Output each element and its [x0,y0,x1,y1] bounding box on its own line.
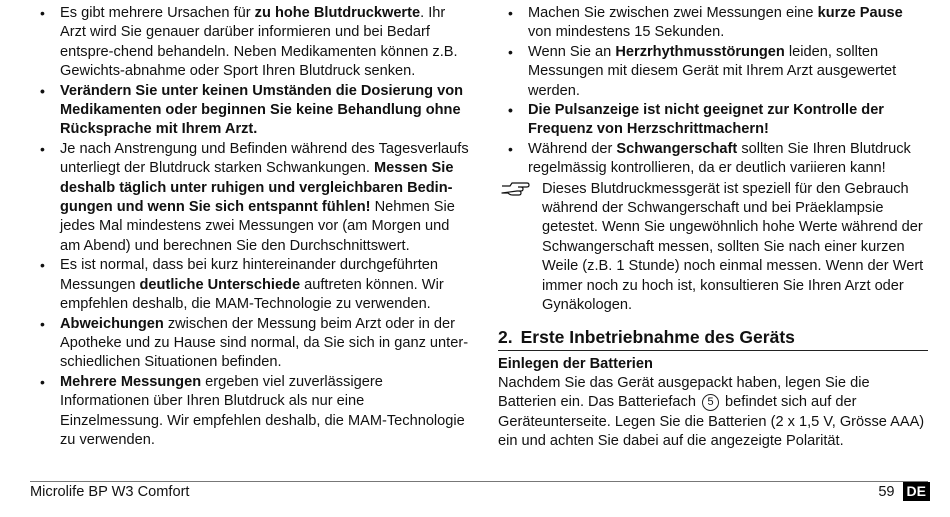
left-column [30,4,470,450]
list-item [498,4,928,43]
item-text: von mindestens 15 Sekunden. [528,24,725,41]
list-item [498,140,928,179]
item-emphasis: kurze Pause [817,5,903,21]
item-text: Machen Sie zwischen zwei Messungen eine [528,5,818,21]
item-text: Je nach Anstrengung und Befinden während des Tagesverlaufs unterliegt der Blutdruck starken Schwankungen. [60,140,469,177]
item-text: Es ist normal, dass bei kurz hintereinander durchgeführten Messungen [60,257,439,293]
item-emphasis: Messen Sie deshalb täglich unter ruhigen und vergleichbaren Bedin-gungen und wenn Sie sich entspannt fühlen! [60,160,454,216]
item-emphasis: Mehrere Messungen [60,373,202,390]
list-item [498,101,928,140]
footer-divider [30,481,928,482]
item-text: Wenn Sie an [528,43,616,60]
item-text: ergeben viel zuverlässigere Informationen über Ihren Blutdruck als nur eine Einzelmessung. Wir empfehlen deshalb, die MAM-Technologie zu verwenden. [60,373,465,448]
pointing-hand-icon [500,179,530,199]
left-bullet-list [30,4,470,450]
battery-paragraph [498,374,928,452]
pregnancy-note [498,180,928,316]
list-item [30,82,470,140]
item-text: zwischen der Messung beim Arzt oder in der Apotheke und zu Hause sind normal, da Sie sich in ganz unter-schiedlichen Situationen befinden. [60,315,469,371]
right-bullet-list [498,4,928,179]
item-emphasis: zu hohe Blutdruckwerte [254,5,421,21]
language-badge: DE [903,482,930,501]
item-text: sollten Sie Ihren Blutdruck regelmässig kontrollieren, da er deutlich variieren kann! [528,140,911,177]
subheading: Einlegen der Batterien [498,355,653,372]
item-text: leiden, sollten Messungen mit diesem Gerät mit Ihrem Arzt ausgewertet werden. [528,43,897,99]
item-emphasis: Verändern Sie unter keinen Umständen die Dosierung von Medikamenten oder beginnen Sie keine Behandlung ohne Rücksprache mit Ihrem Arzt. [60,82,464,138]
list-item [498,43,928,101]
item-text: auftreten können. Wir empfehlen deshalb, die MAM-Technologie zu verwenden. [60,276,444,313]
section-heading [498,326,928,351]
item-emphasis: deutliche Unterschiede [139,276,301,293]
right-column [498,4,928,452]
item-text: Es gibt mehrere Ursachen für [60,5,255,21]
item-emphasis: Schwangerschaft [616,140,738,157]
list-item [30,315,470,373]
item-text: . Ihr Arzt wird Sie genauer darüber informieren und bei Bedarf entspre-chend behandeln. Neben Medikamenten können z.B. Gewichts-abnahme oder Sport Ihren Blutdruck senken. [60,5,458,80]
item-emphasis: Die Pulsanzeige ist nicht geeignet zur Kontrolle der Frequenz von Herzschrittmachern! [528,102,884,138]
footer-page-info [878,482,930,501]
paragraph-text: Nachdem Sie das Gerät ausgepackt haben, legen Sie die Batterien ein. Das Batteriefach [498,374,870,411]
item-emphasis: Abweichungen [60,315,164,332]
section-title: Erste Inbetriebnahme des Geräts [520,326,795,347]
list-item [30,140,470,256]
list-item [30,256,470,314]
item-text: Während der [528,140,617,157]
section-number: 2. [498,326,513,347]
item-text: Nehmen Sie jedes Mal mindestens zwei Messungen vor (am Morgen und am Abend) und berechnen Sie den Durchschnittswert. [60,199,455,254]
footer-product-name: Microlife BP W3 Comfort [30,484,190,500]
note-text: Dieses Blutdruckmessgerät ist speziell für den Gebrauch während der Schwangerschaft und bei Präeklampsie getestet. Wenn Sie ungewöhnlich hohe Werte während der Schwangerschaft messen, sollten Sie nach einer kurzen Weile (z.B. 1 Stunde) noch einmal messen. Wenn der Wert immer noch zu hoch ist, konsultieren Sie Ihren Arzt oder Gynäkologen. [542,180,924,314]
page-number: 59 [878,483,895,500]
item-emphasis: Herzrhythmusstörungen [615,43,785,60]
list-item [30,373,470,451]
paragraph-text: befindet sich auf der Geräteunterseite. Legen Sie die Batterien (2 x 1,5 V, Grösse AAA) ein und achten Sie dabei auf die angezeigte Polarität. [498,394,925,450]
reference-number: 5 [702,394,719,411]
list-item [30,4,470,82]
